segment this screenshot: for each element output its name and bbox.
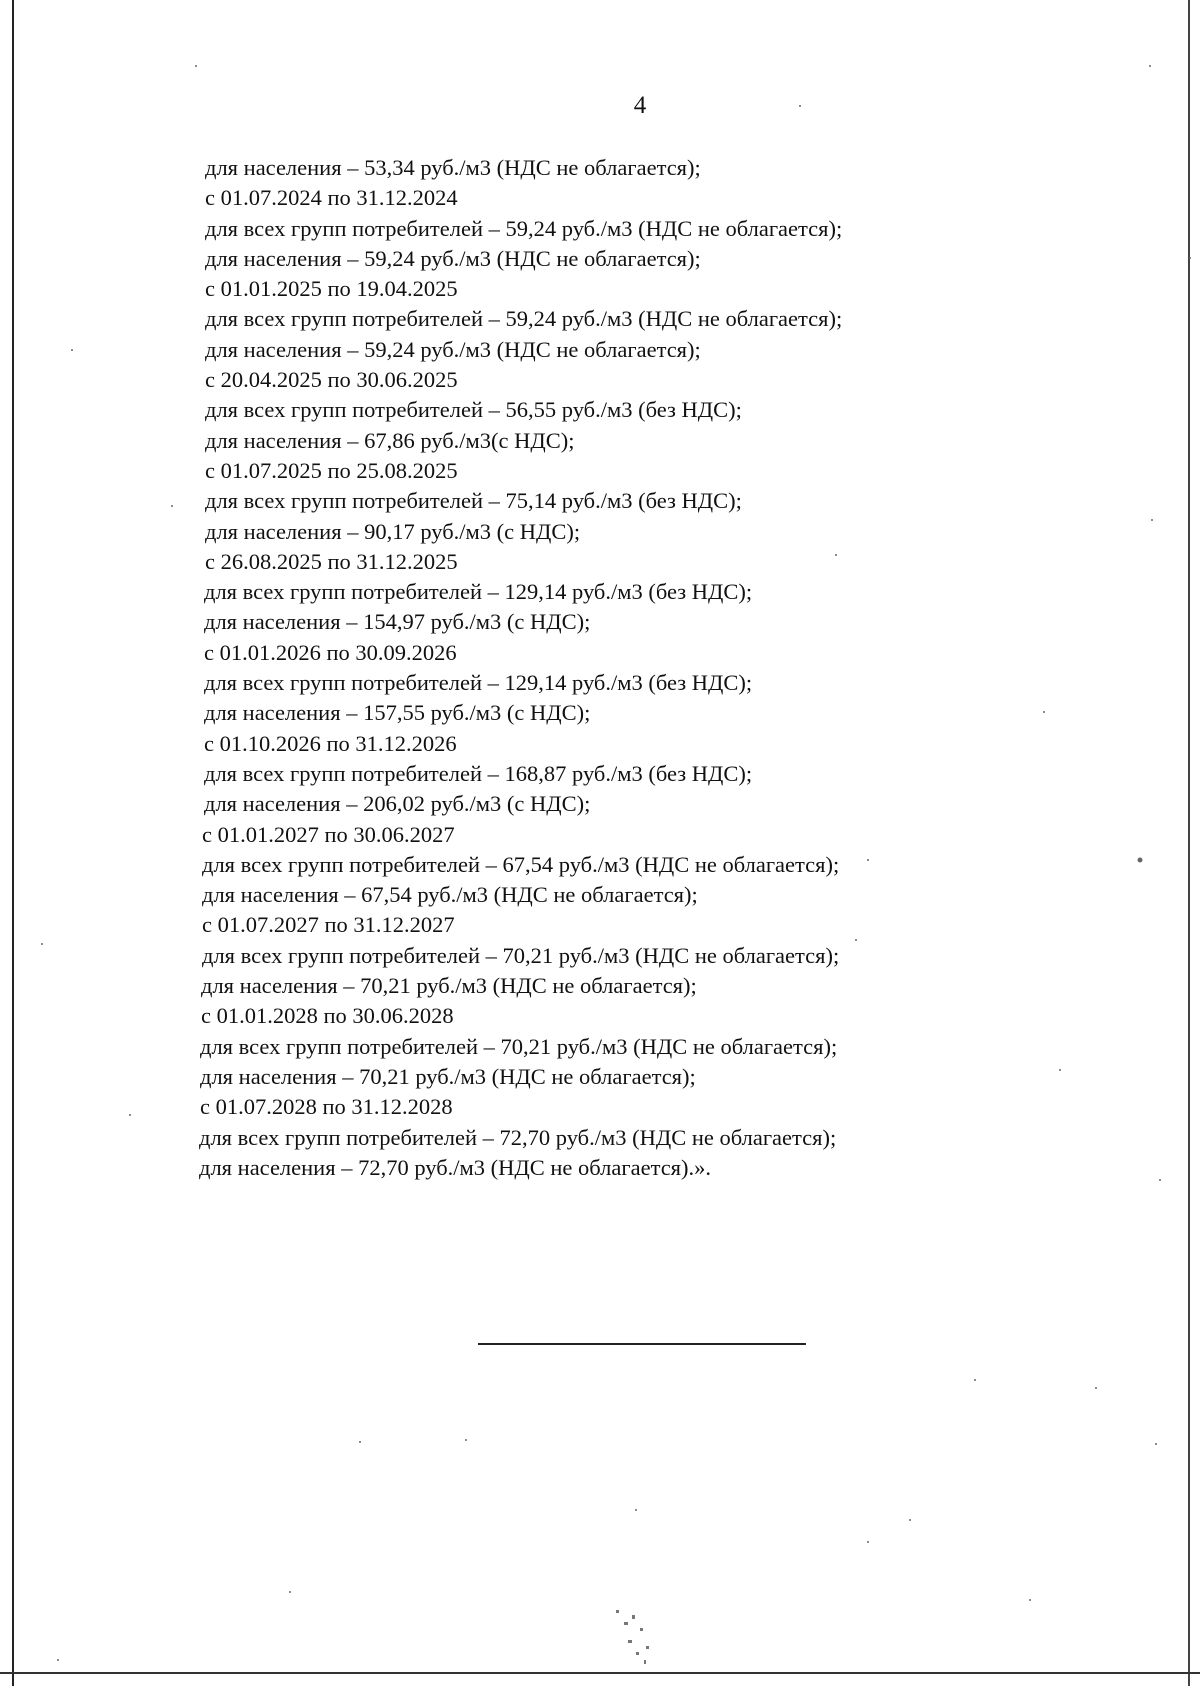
- text-line: для всех групп потребителей – 67,54 руб./м3 (НДС не облагается);: [202, 851, 840, 877]
- text-line: для населения – 154,97 руб./м3 (с НДС);: [204, 609, 591, 635]
- text-line: для всех групп потребителей – 56,55 руб./м3 (без НДС);: [205, 397, 742, 423]
- period-line: с 26.08.2025 по 31.12.2025: [205, 548, 458, 574]
- text-line: для всех групп потребителей – 59,24 руб./м3 (НДС не облагается);: [205, 306, 843, 332]
- period-line: с 01.01.2027 по 30.06.2027: [202, 821, 455, 847]
- text-line: для всех групп потребителей – 72,70 руб./м3 (НДС не облагается);: [199, 1124, 837, 1150]
- text-line: для всех групп потребителей – 75,14 руб./м3 (без НДС);: [205, 488, 742, 514]
- text-line: для всех групп потребителей – 129,14 руб./м3 (без НДС);: [204, 579, 753, 605]
- period-line: с 20.04.2025 по 30.06.2025: [205, 367, 458, 393]
- text-line: для всех групп потребителей – 168,87 руб./м3 (без НДС);: [204, 760, 753, 786]
- text-line: для всех групп потребителей – 129,14 руб./м3 (без НДС);: [204, 670, 753, 696]
- period-line: с 01.07.2024 по 31.12.2024: [205, 185, 458, 211]
- period-line: с 01.07.2027 по 31.12.2027: [202, 912, 455, 938]
- period-line: с 01.10.2026 по 31.12.2026: [204, 730, 457, 756]
- tariff-text: [199, 153, 965, 1183]
- text-line: для населения – 67,86 руб./м3(с НДС);: [205, 427, 575, 453]
- period-line: с 01.01.2026 по 30.09.2026: [204, 639, 457, 665]
- text-line: для населения – 67,54 руб./м3 (НДС не облагается);: [202, 882, 698, 908]
- text-line: для всех групп потребителей – 59,24 руб./м3 (НДС не облагается);: [205, 215, 843, 241]
- period-line: с 01.01.2025 по 19.04.2025: [205, 276, 458, 302]
- text-line: для населения – 53,34 руб./м3 (НДС не облагается);: [205, 155, 701, 180]
- text-line: для населения – 70,21 руб./м3 (НДС не облагается);: [200, 1063, 696, 1089]
- period-line: с 01.07.2025 по 25.08.2025: [205, 457, 458, 483]
- text-line: для населения – 59,24 руб./м3 (НДС не облагается);: [205, 336, 701, 362]
- text-line: для населения – 72,70 руб./м3 (НДС не облагается).».: [199, 1154, 712, 1180]
- text-line: для всех групп потребителей – 70,21 руб./м3 (НДС не облагается);: [202, 942, 840, 968]
- text-line: для населения – 70,21 руб./м3 (НДС не облагается);: [201, 973, 697, 999]
- text-line: для населения – 206,02 руб./м3 (с НДС);: [204, 791, 591, 817]
- text-line: для населения – 157,55 руб./м3 (с НДС);: [204, 700, 591, 726]
- text-line: для всех групп потребителей – 70,21 руб./м3 (НДС не облагается);: [200, 1033, 838, 1059]
- page-number: 4: [633, 92, 647, 119]
- period-line: с 01.01.2028 по 30.06.2028: [201, 1003, 454, 1029]
- period-line: с 01.07.2028 по 31.12.2028: [200, 1094, 453, 1120]
- text-line: для населения – 59,24 руб./м3 (НДС не облагается);: [205, 245, 701, 271]
- closing-rule: [478, 1343, 806, 1345]
- text-line: для населения – 90,17 руб./м3 (с НДС);: [205, 518, 581, 544]
